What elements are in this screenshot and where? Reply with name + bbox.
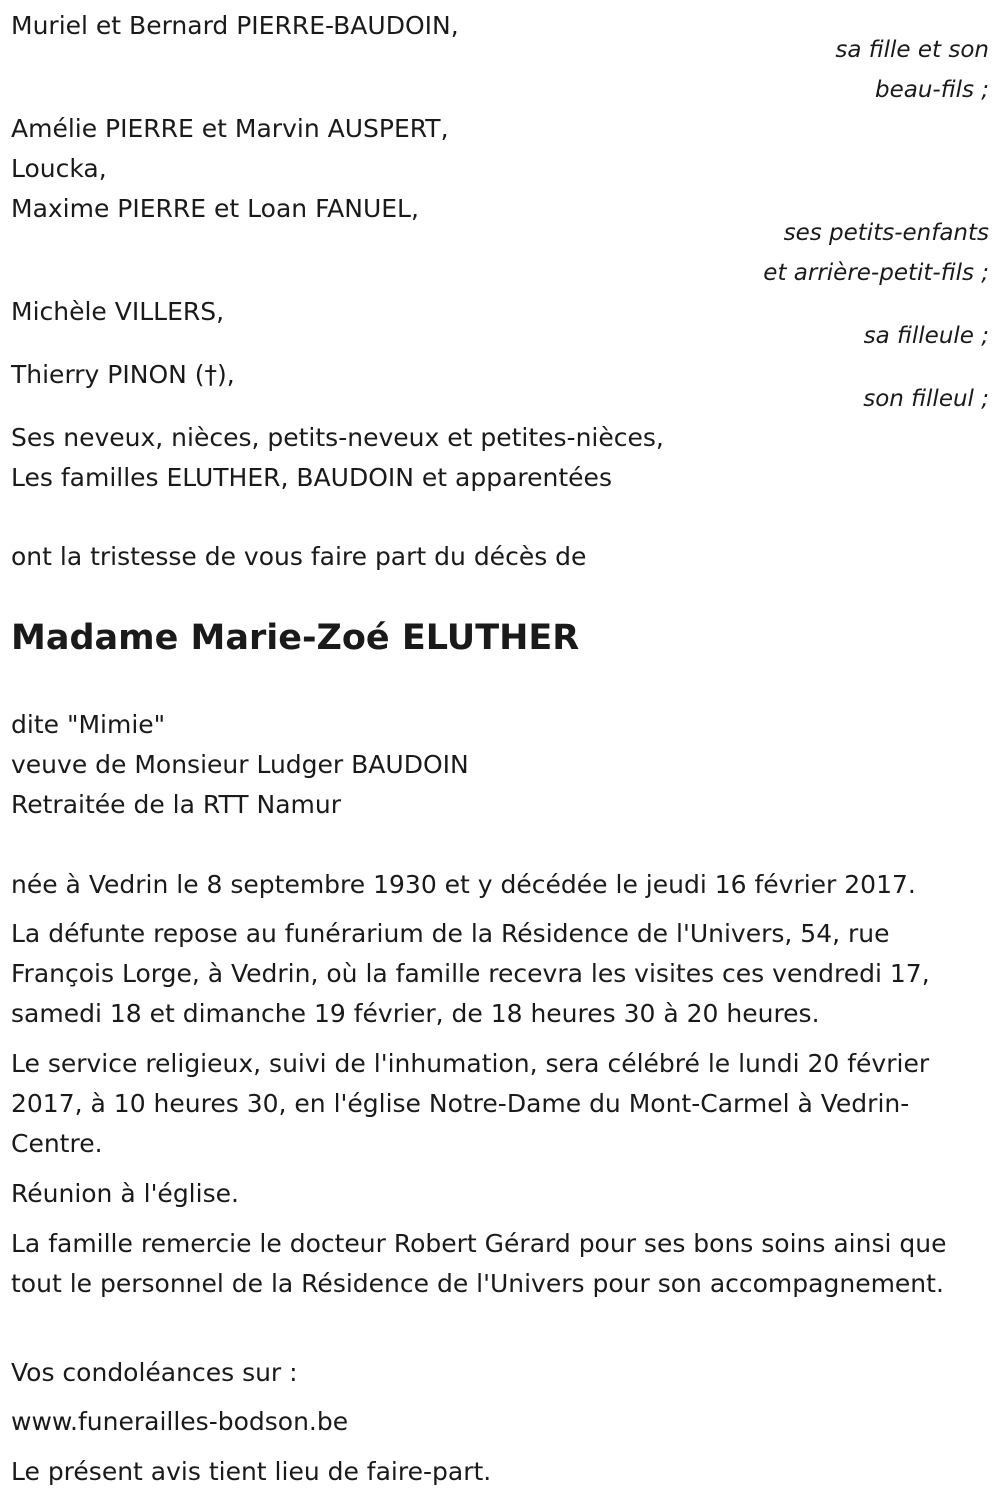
thanks-info: La famille remercie le docteur Robert Gérard pour ses bons soins ainsi que tout le personnel de la Résidence de l'Univers pour son accompagnement. — [11, 1229, 947, 1298]
family-line-godson: Thierry PINON (†), — [11, 360, 235, 389]
role-son-in-law: beau-fils ; — [874, 77, 989, 103]
family-line-goddaughter: Michèle VILLERS, — [11, 297, 225, 326]
deceased-name: Madame Marie-Zoé ELUTHER — [11, 618, 580, 658]
condolences-label: Vos condoléances sur : — [11, 1358, 298, 1387]
deceased-nickname: dite "Mimie" — [11, 710, 166, 739]
deceased-profession: Retraitée de la RTT Namur — [11, 790, 341, 819]
role-grandchildren: ses petits-enfants — [783, 220, 989, 246]
reunion-info: Réunion à l'église. — [11, 1179, 239, 1208]
role-great-grandson: et arrière-petit-fils ; — [763, 260, 989, 286]
website-link[interactable]: www.funerailles-bodson.be — [11, 1407, 349, 1436]
birth-death-info: née à Vedrin le 8 septembre 1930 et y décédée le jeudi 16 février 2017. — [11, 870, 916, 899]
family-line-children: Muriel et Bernard PIERRE-BAUDOIN, — [11, 11, 459, 40]
role-godson: son filleul ; — [863, 386, 989, 412]
role-goddaughter: sa filleule ; — [863, 323, 989, 349]
notice-text: Le présent avis tient lieu de faire-part. — [11, 1457, 492, 1486]
viewing-info: La défunte repose au funérarium de la Résidence de l'Univers, 54, rue François Lorge, à Vedrin, où la famille recevra les visites ces vendredi 17, samedi 18 et dimanche 19 février, de 18 heures 30 à 20 heures. — [11, 919, 930, 1028]
family-line-great-grandchild: Loucka, — [11, 154, 107, 183]
role-daughter: sa fille et son — [835, 37, 989, 63]
deceased-widow-of: veuve de Monsieur Ludger BAUDOIN — [11, 750, 469, 779]
service-info: Le service religieux, suivi de l'inhumation, sera célébré le lundi 20 février 2017, à 10 heures 30, en l'église Notre-Dame du Mont-Carmel à Vedrin-Centre. — [11, 1049, 930, 1158]
family-line-grandchild-2: Maxime PIERRE et Loan FANUEL, — [11, 194, 419, 223]
family-line-families: Les familles ELUTHER, BAUDOIN et apparentées — [11, 463, 612, 492]
family-line-grandchild-1: Amélie PIERRE et Marvin AUSPERT, — [11, 114, 449, 143]
announcement: ont la tristesse de vous faire part du décès de — [11, 542, 587, 571]
family-line-nephews: Ses neveux, nièces, petits-neveux et petites-nièces, — [11, 423, 664, 452]
